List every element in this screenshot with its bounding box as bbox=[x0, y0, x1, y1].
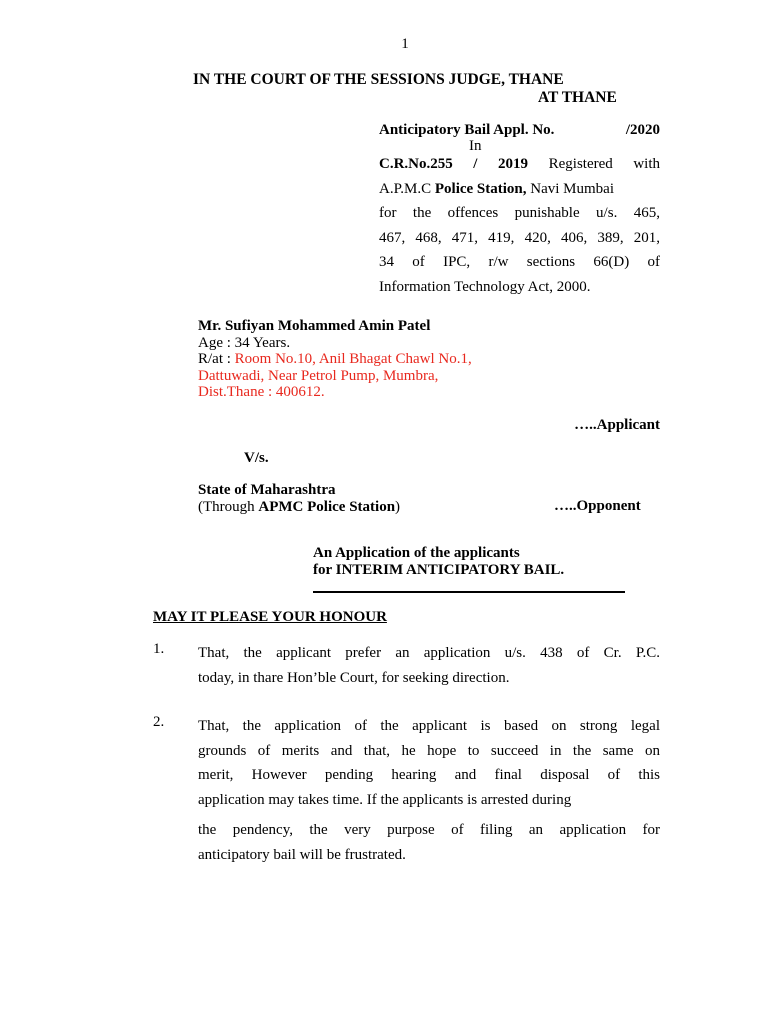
paragraph-line: the pendency, the very purpose of filing an application for bbox=[198, 822, 660, 838]
through-prefix: (Through bbox=[198, 498, 259, 515]
case-line-text: A.P.M.C bbox=[379, 180, 432, 197]
application-title bbox=[313, 545, 564, 578]
case-line-crno bbox=[379, 152, 660, 177]
case-line-text: Information Technology Act, 2000. bbox=[379, 278, 591, 295]
paragraph-line: application may takes time. If the applicants is arrested during bbox=[198, 791, 572, 808]
paragraph-line: That, the application of the applicant is based on strong legal bbox=[198, 718, 660, 734]
case-line-station bbox=[379, 177, 660, 202]
case-line-text: 467, 468, 471, 419, 420, 406, 389, 201, bbox=[379, 229, 660, 246]
applicant-details bbox=[198, 318, 472, 401]
paragraph-line: today, in thare Hon’ble Court, for seeking direction. bbox=[198, 669, 510, 686]
opponent-through bbox=[198, 499, 400, 516]
case-line-text: 34 of IPC, r/w sections 66(D) of bbox=[379, 254, 660, 270]
paragraph-text bbox=[198, 714, 660, 812]
court-title: IN THE COURT OF THE SESSIONS JUDGE, THANE bbox=[193, 71, 564, 88]
applicant-age: Age : 34 Years. bbox=[198, 334, 291, 351]
police-station-label: Police Station, bbox=[434, 180, 527, 197]
through-station: APMC Police Station bbox=[258, 498, 396, 515]
paragraph-line: merit, However pending hearing and final disposal of this bbox=[198, 767, 660, 783]
through-suffix: ) bbox=[395, 498, 401, 515]
case-details bbox=[379, 152, 660, 299]
title-underline bbox=[313, 591, 625, 593]
applicant-role: …..Applicant bbox=[574, 417, 660, 433]
in-label: In bbox=[469, 138, 482, 154]
court-location: AT THANE bbox=[538, 89, 617, 106]
applicant-address-line: Dattuwadi, Near Petrol Pump, Mumbra, bbox=[198, 367, 439, 384]
cr-number: C.R.No.255 / 2019 bbox=[379, 156, 529, 172]
salutation: MAY IT PLEASE YOUR HONOUR bbox=[153, 609, 387, 625]
page-number: 1 bbox=[401, 36, 409, 52]
address-label: R/at : bbox=[198, 351, 235, 367]
versus-label: V/s. bbox=[244, 450, 269, 466]
applicant-name: Mr. Sufiyan Mohammed Amin Patel bbox=[198, 318, 431, 334]
application-title-line: An Application of the applicants bbox=[313, 545, 520, 561]
applicant-address-line: Dist.Thane : 400612. bbox=[198, 384, 325, 400]
bail-appl-year: /2020 bbox=[625, 122, 660, 138]
application-title-line: for INTERIM ANTICIPATORY BAIL. bbox=[313, 561, 565, 578]
paragraph-number: 1. bbox=[153, 641, 165, 657]
case-line-text: Registered with bbox=[548, 156, 660, 172]
paragraph-line: That, the applicant prefer an application u/s. 438 of Cr. P.C. bbox=[198, 645, 660, 661]
paragraph-text bbox=[198, 641, 660, 690]
paragraph-line: anticipatory bail will be frustrated. bbox=[198, 846, 406, 863]
opponent-role: …..Opponent bbox=[554, 498, 641, 514]
case-line-text: Navi Mumbai bbox=[530, 180, 615, 197]
bail-appl-label: Anticipatory Bail Appl. No. bbox=[379, 122, 555, 138]
applicant-address-line bbox=[198, 351, 472, 368]
opponent-details bbox=[198, 482, 400, 515]
paragraph-number: 2. bbox=[153, 714, 165, 730]
paragraph-line: grounds of merits and that, he hope to succeed in the same on bbox=[198, 742, 660, 759]
address-text: Room No.10, Anil Bhagat Chawl No.1, bbox=[234, 351, 472, 367]
opponent-name: State of Maharashtra bbox=[198, 482, 336, 498]
paragraph-2-continued bbox=[198, 818, 660, 867]
case-line-text: for the offences punishable u/s. 465, bbox=[379, 205, 660, 221]
